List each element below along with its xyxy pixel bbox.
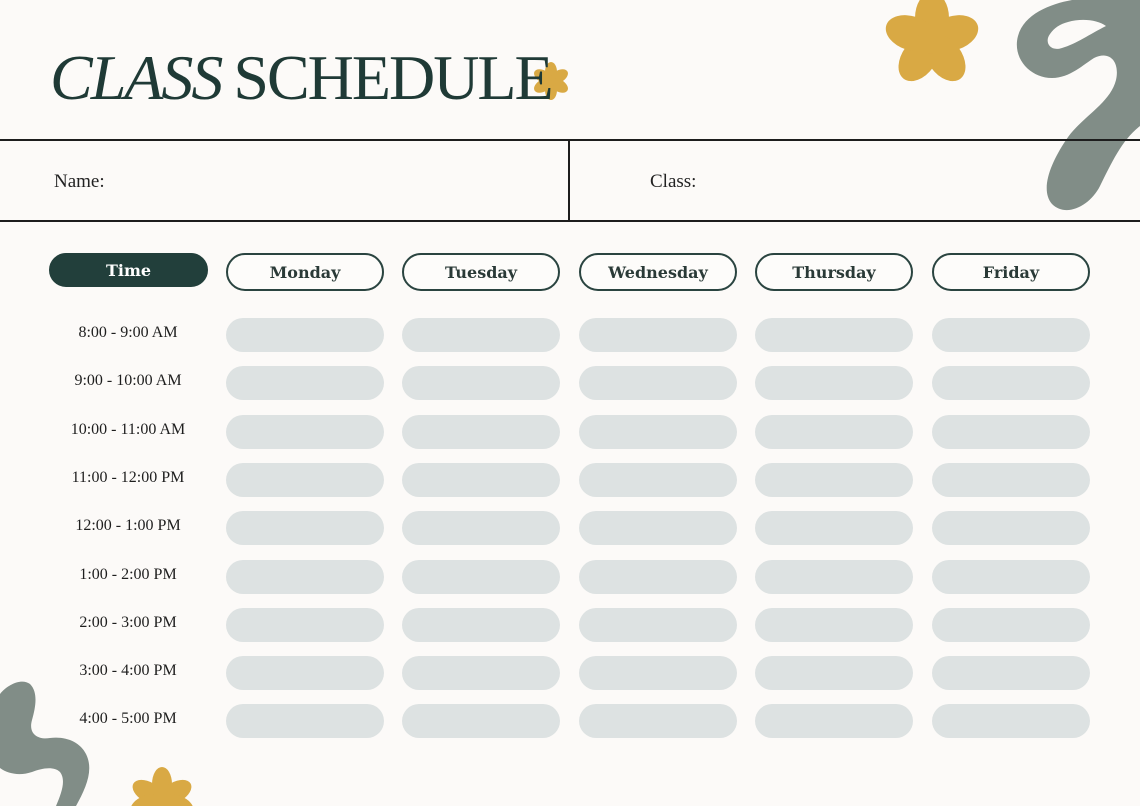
time-slot-label: 3:00 - 4:00 PM (79, 662, 177, 680)
schedule-slot-tuesday[interactable] (402, 318, 560, 352)
info-divider (568, 141, 570, 220)
day-header-monday: Monday (226, 253, 384, 291)
schedule-slot-thursday[interactable] (755, 366, 913, 400)
schedule-slot-monday[interactable] (226, 318, 384, 352)
day-header-tuesday: Tuesday (402, 253, 560, 291)
schedule-slot-monday[interactable] (226, 511, 384, 545)
schedule-slot-tuesday[interactable] (402, 415, 560, 449)
schedule-slot-friday[interactable] (932, 560, 1090, 594)
time-slot-label: 9:00 - 10:00 AM (74, 372, 182, 390)
schedule-slot-wednesday[interactable] (579, 463, 737, 497)
schedule-slot-monday[interactable] (226, 463, 384, 497)
schedule-slot-wednesday[interactable] (579, 366, 737, 400)
schedule-slot-monday[interactable] (226, 704, 384, 738)
info-row (0, 139, 1140, 222)
page-title (50, 42, 552, 114)
day-header-friday: Friday (932, 253, 1090, 291)
time-slot-label: 10:00 - 11:00 AM (70, 420, 186, 438)
flower-icon (874, 0, 986, 96)
schedule-slot-wednesday[interactable] (579, 704, 737, 738)
time-slot-label: 2:00 - 3:00 PM (79, 613, 177, 631)
time-slot-label: 11:00 - 12:00 PM (71, 468, 185, 486)
schedule-slot-tuesday[interactable] (402, 560, 560, 594)
schedule-slot-monday[interactable] (226, 608, 384, 642)
schedule-slot-monday[interactable] (226, 415, 384, 449)
schedule-slot-tuesday[interactable] (402, 608, 560, 642)
schedule-slot-wednesday[interactable] (579, 415, 737, 449)
schedule-slot-wednesday[interactable] (579, 511, 737, 545)
schedule-slot-tuesday[interactable] (402, 511, 560, 545)
schedule-slot-thursday[interactable] (755, 560, 913, 594)
title-italic: CLASS (50, 42, 222, 113)
time-slot-label: 1:00 - 2:00 PM (79, 565, 177, 583)
schedule-slot-friday[interactable] (932, 318, 1090, 352)
schedule-slot-thursday[interactable] (755, 463, 913, 497)
schedule-slot-thursday[interactable] (755, 318, 913, 352)
schedule-slot-tuesday[interactable] (402, 704, 560, 738)
day-header-thursday: Thursday (755, 253, 913, 291)
schedule-slot-friday[interactable] (932, 608, 1090, 642)
bottom-flower-icon (122, 760, 202, 806)
schedule-slot-wednesday[interactable] (579, 318, 737, 352)
time-slot-label: 12:00 - 1:00 PM (75, 517, 181, 535)
schedule-slot-thursday[interactable] (755, 415, 913, 449)
schedule-slot-wednesday[interactable] (579, 656, 737, 690)
sage-blob-bottom-left (0, 676, 110, 806)
time-header: Time (49, 253, 208, 287)
time-slot-label: 8:00 - 9:00 AM (78, 324, 178, 341)
schedule-slot-thursday[interactable] (755, 704, 913, 738)
schedule-slot-thursday[interactable] (755, 656, 913, 690)
time-slot-label: 4:00 - 5:00 PM (79, 710, 177, 728)
schedule-slot-wednesday[interactable] (579, 560, 737, 594)
schedule-slot-wednesday[interactable] (579, 608, 737, 642)
schedule-slot-monday[interactable] (226, 366, 384, 400)
name-label: Name: (54, 171, 105, 192)
day-header-wednesday: Wednesday (579, 253, 737, 291)
schedule-slot-thursday[interactable] (755, 511, 913, 545)
schedule-slot-friday[interactable] (932, 656, 1090, 690)
schedule-slot-monday[interactable] (226, 560, 384, 594)
schedule-slot-tuesday[interactable] (402, 463, 560, 497)
schedule-slot-friday[interactable] (932, 415, 1090, 449)
schedule-slot-friday[interactable] (932, 704, 1090, 738)
title-regular: SCHEDULE (233, 42, 552, 113)
schedule-slot-tuesday[interactable] (402, 656, 560, 690)
schedule-slot-tuesday[interactable] (402, 366, 560, 400)
schedule-slot-monday[interactable] (226, 656, 384, 690)
schedule-slot-thursday[interactable] (755, 608, 913, 642)
schedule-slot-friday[interactable] (932, 511, 1090, 545)
class-label: Class: (650, 171, 697, 192)
schedule-slot-friday[interactable] (932, 366, 1090, 400)
schedule-slot-friday[interactable] (932, 463, 1090, 497)
